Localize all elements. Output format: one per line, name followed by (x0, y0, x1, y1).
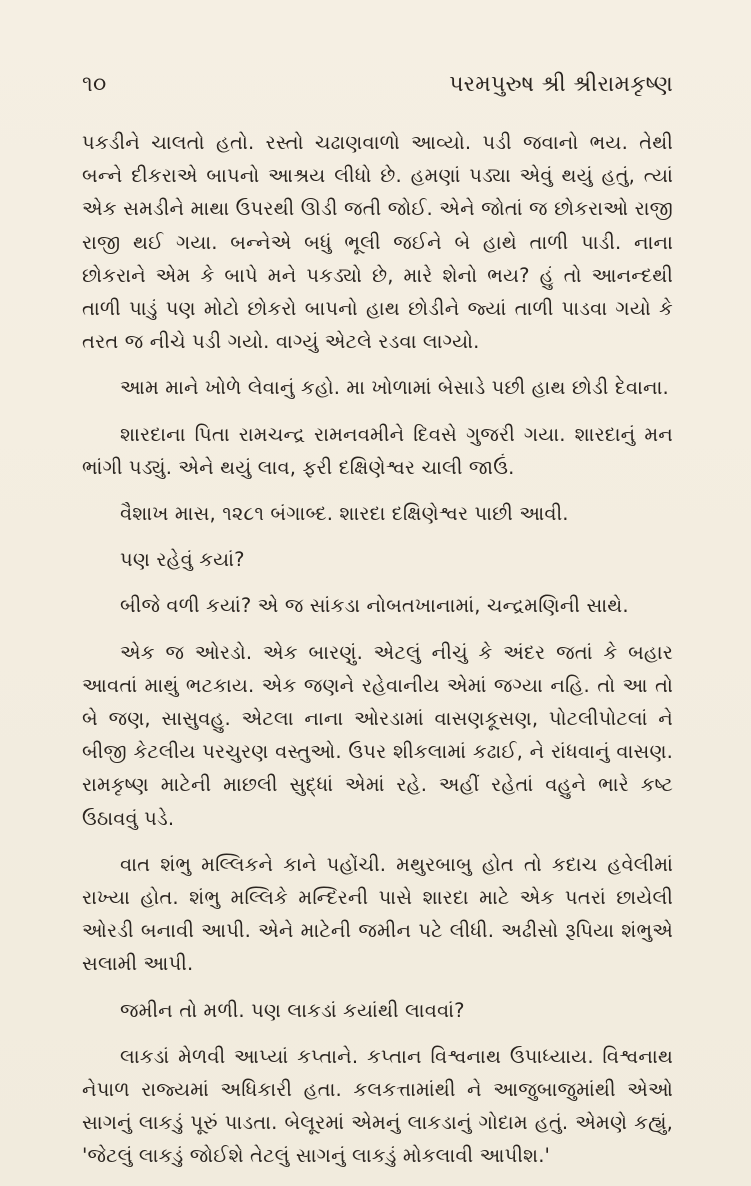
paragraph-4: વૈશાખ માસ, ૧૨૮૧ બંગાબ્દ. શારદા દક્ષિણેશ્વર પાછી આવી. (120, 502, 569, 526)
page-header (82, 70, 673, 100)
body-text (82, 126, 673, 1173)
page-number: ૧૦ (82, 72, 107, 97)
paragraph-6: બીજે વળી કયાં? એ જ સાંકડા નોબતખાનામાં, ચન્દ્રમણિની સાથે. (120, 594, 629, 618)
paragraph-7: એક જ ઓરડો. એક બારણું. એટલું નીચું કે અંદર જતાં કે બહાર આવતાં માથું ભટકાય. એક જણને રહેવાનીય એમાં જગ્યા નહિ. તો આ તો બે જણ, સાસુવહુ. એટલા નાના ઓરડામાં વાસણકૂસણ, પોટલીપોટલાં ને બીજી કેટલીય પરચુરણ વસ્તુઓ. ઉપર શીકલામાં કઢાઈ, ને રાંધવાનું વાસણ. રામકૃષ્ણ માટેની માછલી સુદ્ધાં એમાં રહે. અહીં રહેતાં વહુને ભારે કષ્ટ ઉઠાવવું પડે. (82, 640, 673, 830)
paragraph-8: વાત શંભુ મલ્લિકને કાને પહોંચી. મથુરબાબુ હોત તો કદાચ હવેલીમાં રાખ્યા હોત. શંભુ મલ્લિકે મન્દિરની પાસે શારદા માટે એક પતરાં છાયેલી ઓરડી બનાવી આપી. એને માટેની જમીન પટે લીધી. અઢીસો રૂપિયા શંભુએ સલામી આપી. (82, 852, 673, 976)
paragraph-5: પણ રહેવું કયાં? (120, 548, 245, 572)
paragraph-3: શારદાના પિતા રામચન્દ્ર રામનવમીને દિવસે ગુજરી ગયા. શારદાનું મન ભાંગી પડ્યું. એને થયું લાવ, ફરી દક્ષિણેશ્વર ચાલી જાઉં. (82, 422, 673, 479)
paragraph-2: આમ માને ખોળે લેવાનું કહો. મા ખોળામાં બેસાડે પછી હાથ છોડી દેવાના. (120, 376, 669, 400)
running-title: પરમપુરુષ શ્રી શ્રીરામકૃષ્ણ (449, 72, 673, 97)
paragraph-1: પકડીને ચાલતો હતો. રસ્તો ચઢાણવાળો આવ્યો. પડી જવાનો ભય. તેથી બન્ને દીકરાએ બાપનો આશ્રય લીધો છે. હમણાં પડ્યા એવું થયું હતું, ત્યાં એક સમડીને માથા ઉપરથી ઊડી જતી જોઈ. એને જોતાં જ છોકરાઓ રાજી રાજી થઈ ગયા. બન્નેએ બધું ભૂલી જઈને બે હાથે તાળી પાડી. નાના છોકરાને એમ કે બાપે મને પકડ્યો છે, મારે શેનો ભય? હું તો આનન્દથી તાળી પાડું પણ મોટો છોકરો બાપનો હાથ છોડીને જ્યાં તાળી પાડવા ગયો કે તરત જ નીચે પડી ગયો. વાગ્યું એટલે રડવા લાગ્યો. (82, 131, 673, 354)
paragraph-10: લાકડાં મેળવી આપ્યાં કપ્તાને. કપ્તાન વિશ્વનાથ ઉપાધ્યાય. વિશ્વનાથ નેપાળ રાજ્યમાં અધિકારી હતા. કલકત્તામાંથી ને આજુબાજુમાંથી એઓ સાગનું લાકડું પૂરું પાડતા. બેલૂરમાં એમનું લાકડાનું ગોદામ હતું. એમણે કહ્યું, 'જેટલું લાકડું જોઈશે તેટલું સાગનું લાકડું મોકલાવી આપીશ.' (82, 1044, 673, 1168)
paragraph-9: જમીન તો મળી. પણ લાકડાં કયાંથી લાવવાં? (120, 998, 465, 1022)
